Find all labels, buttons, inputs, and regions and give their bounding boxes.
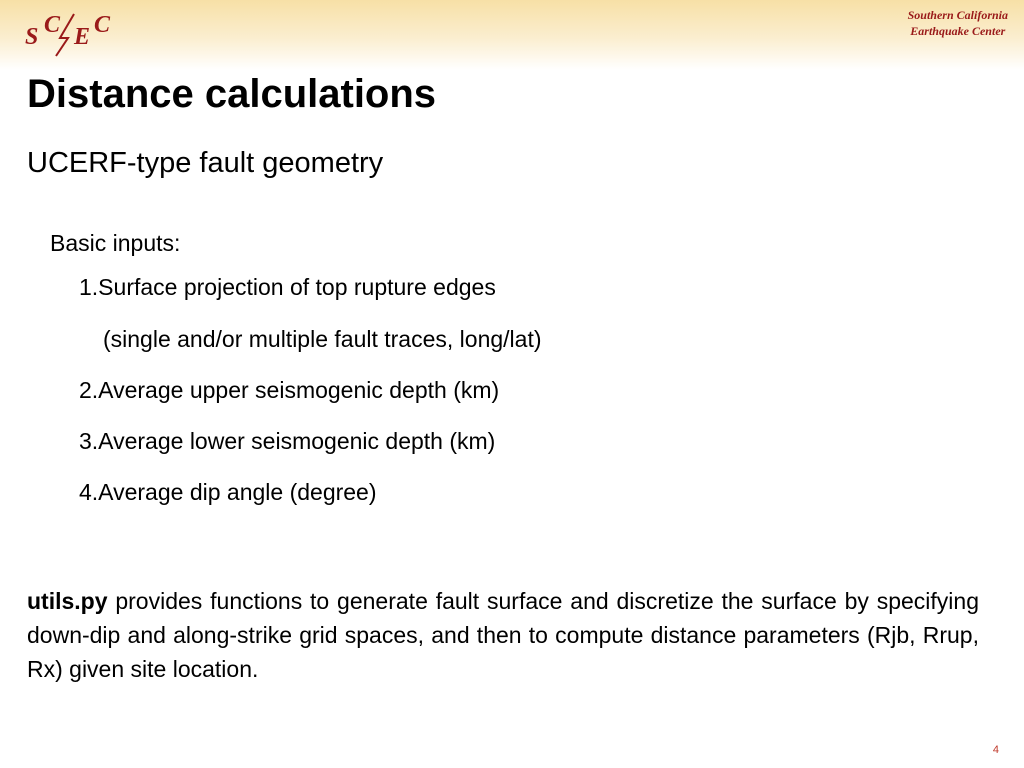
- basic-inputs-label: Basic inputs:: [50, 230, 181, 256]
- logo-letter-c2: C: [94, 12, 111, 38]
- header-band: [0, 0, 1024, 70]
- input-item-4: 4.Average dip angle (degree): [79, 479, 377, 505]
- utils-description-text: provides functions to generate fault surface and discretize the surface by specifying down-dip and along-strike grid spaces, and then to compute distance parameters (Rjb, Rrup, Rx) given site location.: [27, 588, 979, 682]
- slide-title: Distance calculations: [27, 72, 437, 116]
- page-number: 4: [992, 744, 999, 756]
- logo-letter-c1: C: [44, 12, 61, 38]
- scec-logo-graphic: [22, 8, 122, 60]
- input-item-2: 2.Average upper seismogenic depth (km): [79, 377, 500, 403]
- input-item-1: 1.Surface projection of top rupture edges: [79, 274, 496, 300]
- input-item-1-detail: (single and/or multiple fault traces, long/lat): [103, 326, 542, 352]
- org-line-1: Southern California: [907, 8, 1008, 22]
- scec-logo: [22, 8, 122, 60]
- logo-letter-e: E: [74, 24, 91, 50]
- utils-description: [27, 584, 979, 686]
- slide-subtitle: UCERF-type fault geometry: [27, 147, 384, 179]
- input-item-3: 3.Average lower seismogenic depth (km): [79, 428, 496, 454]
- utils-filename: utils.py: [27, 588, 108, 614]
- organization-name: [908, 7, 1008, 39]
- logo-letter-s: S: [25, 24, 39, 50]
- org-line-2: Earthquake Center: [910, 24, 1006, 38]
